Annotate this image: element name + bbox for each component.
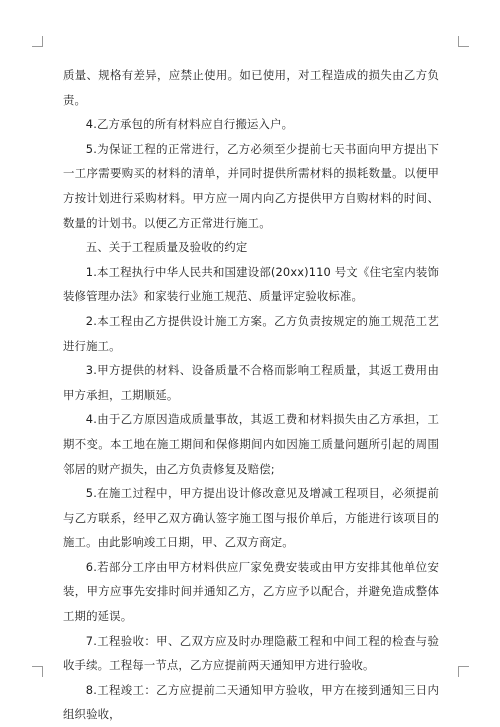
crop-mark-top-right — [458, 36, 469, 47]
paragraph-client-materials: 3.甲方提供的材料、设备质量不合格而影响工程质量，其返工费用由甲方承担，工期顺延。 — [63, 363, 439, 402]
crop-mark-top-left — [32, 36, 43, 47]
paragraph-design-plan: 2.本工程由乙方提供设计施工方案。乙方负责按规定的施工规范工艺进行施工。 — [63, 313, 439, 353]
crop-mark-bottom-right — [458, 666, 469, 677]
paragraph-material-schedule: 5.为保证工程的正常进行，乙方必须至少提前七天书面向甲方提出下一工序需要购买的材料的清单，并同时提供所需材料的损耗数量。以便甲方按计划进行采购材料。甲方应一周内向乙方提供甲方自购材料的时间、数量的计划书。以便乙方正常进行施工。 — [63, 141, 439, 230]
paragraph-inspection: 7.工程验收：甲、乙双方应及时办理隐蔽工程和中间工程的检查与验收手续。工程每一节点，乙方应提前两天通知甲方进行验收。 — [63, 633, 439, 673]
paragraph-continued: 质量、规格有差异，应禁止使用。如已使用，对工程造成的损失由乙方负责。 — [63, 68, 439, 107]
paragraph-quality-accident: 4.由于乙方原因造成质量事故，其返工费和材料损失由乙方承担，工期不变。本工地在施工期间和保修期间内如因施工质量问题所引起的周围邻居的财产损失，由乙方负责修复及赔偿; — [63, 412, 439, 476]
paragraph-design-changes: 5.在施工过程中，甲方提出设计修改意见及增减工程项目，必须提前与乙方联系，经甲乙双方确认签字施工图与报价单后，方能进行该项目的施工。由此影响竣工日期，甲、乙双方商定。 — [63, 486, 439, 550]
paragraph-third-party-install: 6.若部分工序由甲方材料供应厂家免费安装或由甲方安排其他单位安装，甲方应事先安排时间并通知乙方，乙方应予以配合，并避免造成整体工期的延误。 — [63, 559, 439, 624]
paragraph-completion: 8.工程竣工：乙方应提前二天通知甲方验收，甲方在接到通知三日内组织验收， — [63, 682, 439, 722]
crop-mark-bottom-left — [32, 666, 43, 677]
section-heading-quality-acceptance: 五、关于工程质量及验收的约定 — [85, 240, 248, 255]
document-body — [63, 63, 439, 727]
paragraph-material-transport: 4.乙方承包的所有材料应自行搬运入户。 — [85, 117, 294, 132]
paragraph-standards: 1.本工程执行中华人民共和国建设部(20xx)110 号文《住宅室内装饰装修管理办法》和家装行业施工规范、质量评定验收标准。 — [63, 264, 439, 304]
